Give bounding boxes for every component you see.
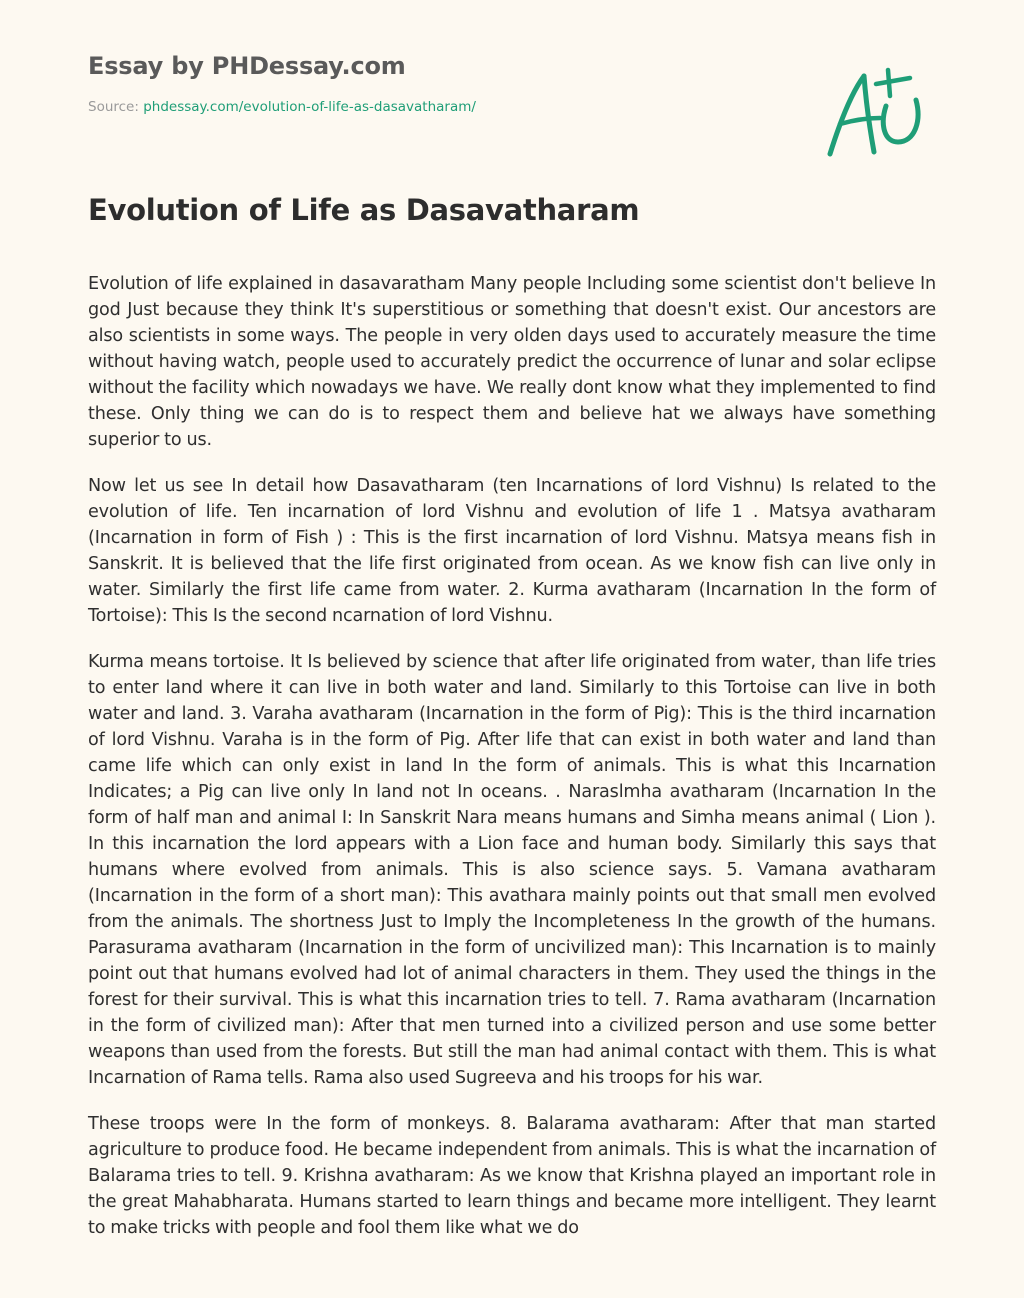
essay-paragraph: Now let us see In detail how Dasavatharam (ten Incarnations of lord Vishnu) Is related to the evolution of life. Ten incarnation of lord Vishnu and evolution of life 1 . Matsya avatharam (Incarnation in form of Fish ) : This is the first incarnation of lord Vishnu. Matsya means fish in Sanskrit. It is believed that the life first originated from ocean. As we know fish can live only in water. Similarly the first life came from water. 2. Kurma avatharam (Incarnation In the form of Tortoise): This Is the second ncarnation of lord Vishnu. xyxy=(88,476,936,626)
source-link[interactable]: phdessay.com/evolution-of-life-as-dasavatharam/ xyxy=(143,99,476,115)
essay-title: Evolution of Life as Dasavatharam xyxy=(88,193,640,227)
source-label: Source: xyxy=(88,99,139,115)
site-header xyxy=(88,50,788,116)
brand-title: Essay by PHDessay.com xyxy=(88,52,406,80)
essay-paragraph: Evolution of life explained in dasavaratham Many people Including some scientist don't believe In god Just because they think It's superstitious or something that doesn't exist. Our ancestors are also scientists in some ways. The people in very olden days used to accurately measure the time without having watch, people used to accurately predict the occurrence of lunar and solar eclipse without the facility which nowadays we have. We really dont know what they implemented to find these. Only thing we can do is to respect them and believe hat we always have something superior to us. xyxy=(88,274,936,450)
source-line xyxy=(88,98,788,116)
essay-paragraph: These troops were In the form of monkeys. 8. Balarama avatharam: After that man started agriculture to produce food. He became independent from animals. This is what the incarnation of Balarama tries to tell. 9. Krishna avatharam: As we know that Krishna played an important role in the great Mahabharata. Humans started to learn things and became more intelligent. They learnt to make tricks with people and fool them like what we do xyxy=(88,1114,936,1238)
essay-paragraph: Kurma means tortoise. It Is believed by science that after life originated from water, than life tries to enter land where it can live in both water and land. Similarly to this Tortoise can live in both water and land. 3. Varaha avatharam (Incarnation in the form of Pig): This is the third incarnation of lord Vishnu. Varaha is in the form of Pig. After life that can exist in both water and land than came life which can only exist in land In the form of animals. This is what this Incarnation Indicates; a Pig can live only In land not In oceans. . Naraslmha avatharam (Incarnation In the form of half man and animal I: In Sanskrit Nara means humans and Simha means animal ( Lion ). In this incarnation the lord appears with a Lion face and human body. Similarly this says that humans where evolved from animals. This is also science says. 5. Vamana avatharam (Incarnation in the form of a short man): This avathara mainly points out that small men evolved from the animals. The shortness Just to Imply the Incompleteness In the growth of the humans. Parasurama avatharam (Incarnation in the form of uncivilized man): This Incarnation is to mainly point out that humans evolved had lot of animal characters in them. They used the things in the forest for their survival. This is what this incarnation tries to tell. 7. Rama avatharam (Incarnation in the form of civilized man): After that men turned into a civilized person and use some better weapons than used from the forests. But still the man had animal contact with them. This is what Incarnation of Rama tells. Rama also used Sugreeva and his troops for his war. xyxy=(88,652,936,1088)
a-plus-grade-logo-icon xyxy=(822,62,932,162)
essay-body xyxy=(88,271,936,1261)
